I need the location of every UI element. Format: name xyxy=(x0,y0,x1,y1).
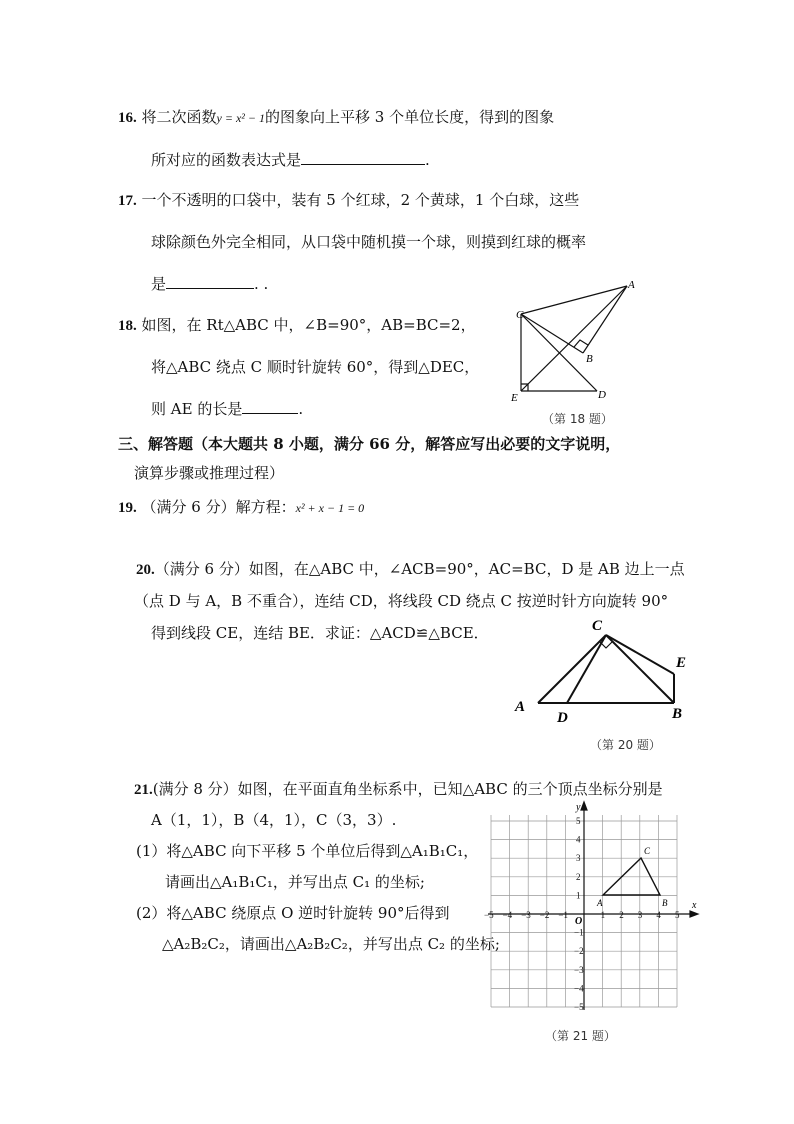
q19-formula: x² + x − 1 = 0 xyxy=(295,501,365,515)
q16-answer-blank[interactable] xyxy=(301,149,425,165)
q17-line3-b: . . xyxy=(254,275,269,293)
q20-caption: （第 20 题） xyxy=(590,738,661,752)
q16-formula: y = x² − 1 xyxy=(216,111,265,125)
q16-line1 xyxy=(118,107,554,128)
y-tick-label: −1 xyxy=(574,927,584,938)
q19-text: （满分 6 分）解方程： xyxy=(141,498,296,516)
q21-part2-line1: (2）将△ABC 绕原点 O 逆时针旋转 90°后得到 xyxy=(136,904,450,922)
q16-line2-text: 所对应的函数表达式是 xyxy=(151,151,302,169)
q21-part1-line1: (1）将△ABC 向下平移 5 个单位后得到△A₁B₁C₁， xyxy=(136,842,479,860)
q18-line3-b: . xyxy=(298,400,304,418)
q21-caption: （第 21 题） xyxy=(545,1029,616,1043)
q19-number: 19. xyxy=(118,500,137,516)
q21-number: 21. xyxy=(134,782,153,798)
y-tick-label: 1 xyxy=(576,890,581,901)
q17-number: 17. xyxy=(118,193,137,209)
q20-figure xyxy=(512,612,702,727)
q20-label-b: B xyxy=(672,706,683,722)
q18-caption: （第 18 题） xyxy=(542,412,613,426)
q18-label-e: E xyxy=(511,392,518,404)
q19-line xyxy=(118,497,364,518)
q20-label-c: C xyxy=(592,618,603,634)
x-tick-label: −1 xyxy=(558,910,568,920)
q18-label-b: B xyxy=(586,353,593,365)
q17-line3-a: 是 xyxy=(151,275,167,293)
q21-label-b: B xyxy=(662,898,668,908)
q16-text-b: 的图象向上平移 3 个单位长度，得到的图象 xyxy=(265,108,555,126)
q18-line1 xyxy=(118,315,476,336)
y-tick-label: −5 xyxy=(574,1002,584,1012)
q21-origin-label: O xyxy=(575,916,583,927)
q17-line1-text: 一个不透明的口袋中，装有 5 个红球，2 个黄球，1 个白球，这些 xyxy=(141,191,580,209)
x-tick-label: 3 xyxy=(637,910,643,920)
q17-line1 xyxy=(118,190,579,211)
section3-title: 三、解答题（本大题共 8 小题，满分 66 分，解答应写出必要的文字说明， xyxy=(118,435,621,453)
q20-line1 xyxy=(136,559,685,580)
q18-figure xyxy=(508,276,638,406)
y-tick-label: −3 xyxy=(574,964,584,975)
x-tick-label: 4 xyxy=(656,910,661,920)
q21-line1-text: (满分 8 分）如图，在平面直角坐标系中，已知△ABC 的三个顶点坐标分别是 xyxy=(152,780,663,798)
x-tick-label: −2 xyxy=(539,910,550,920)
q16-line2 xyxy=(151,149,430,170)
x-tick-label: 1 xyxy=(600,910,606,920)
q18-line2: 将△ABC 绕点 C 顺时针旋转 60°，得到△DEC， xyxy=(151,358,480,376)
q17-line3 xyxy=(151,273,268,294)
q16-end: . xyxy=(425,151,430,169)
q21-y-label: y xyxy=(576,802,581,813)
q16-text-a: 将二次函数 xyxy=(141,108,217,126)
q17-answer-blank[interactable] xyxy=(166,273,254,289)
q18-label-d: D xyxy=(598,389,606,401)
y-tick-label: 5 xyxy=(576,816,581,826)
q18-label-a: A xyxy=(628,279,635,291)
q21-label-a: A xyxy=(597,898,603,908)
q21-coordinate-grid xyxy=(484,796,704,1016)
q20-line3: 得到线段 CE，连结 BE．求证：△ACD≌△BCE． xyxy=(151,624,489,642)
q21-part1-line2: 请画出△A₁B₁C₁，并写出点 C₁ 的坐标; xyxy=(165,873,425,891)
y-tick-label: 3 xyxy=(576,853,581,864)
section3-line2: 演算步骤或推理过程） xyxy=(134,464,285,482)
y-tick-label: 4 xyxy=(576,834,581,845)
q20-label-a: A xyxy=(515,699,526,715)
x-tick-label: −4 xyxy=(502,910,513,920)
q18-label-c: C xyxy=(516,309,524,321)
y-tick-label: −2 xyxy=(574,946,584,957)
section3-line1 xyxy=(118,434,620,454)
x-tick-label: 2 xyxy=(619,910,624,920)
q21-label-c: C xyxy=(644,846,651,856)
q21-line2: A（1，1），B（4，1），C（3，3）. xyxy=(151,811,397,829)
q18-answer-blank[interactable] xyxy=(242,398,298,414)
q17-line2: 球除颜色外完全相同，从口袋中随机摸一个球，则摸到红球的概率 xyxy=(151,233,587,251)
q20-label-e: E xyxy=(676,655,687,671)
y-tick-label: 2 xyxy=(576,871,581,882)
q20-label-d: D xyxy=(557,710,568,726)
q18-number: 18. xyxy=(118,318,137,334)
x-tick-label: −5 xyxy=(484,910,494,920)
q21-part2-line2: △A₂B₂C₂，请画出△A₂B₂C₂，并写出点 C₂ 的坐标; xyxy=(162,935,500,953)
q21-x-label: x xyxy=(692,900,697,911)
q20-line2: （点 D 与 A，B 不重合），连结 CD，将线段 CD 绕点 C 按逆时针方向旋转 90° xyxy=(134,592,669,610)
q18-line3 xyxy=(151,398,303,419)
y-tick-label: −4 xyxy=(574,983,584,994)
x-tick-label: 5 xyxy=(675,910,680,920)
q16-number: 16. xyxy=(118,110,137,126)
q18-line1-text: 如图，在 Rt△ABC 中，∠B=90°，AB=BC=2， xyxy=(141,316,476,334)
q20-line1-text: （满分 6 分）如图，在△ABC 中，∠ACB=90°，AC=BC，D 是 AB 边上一点 xyxy=(154,560,685,578)
x-tick-label: −3 xyxy=(521,910,531,920)
q20-number: 20. xyxy=(136,562,155,578)
q18-line3-a: 则 AE 的长是 xyxy=(151,400,243,418)
